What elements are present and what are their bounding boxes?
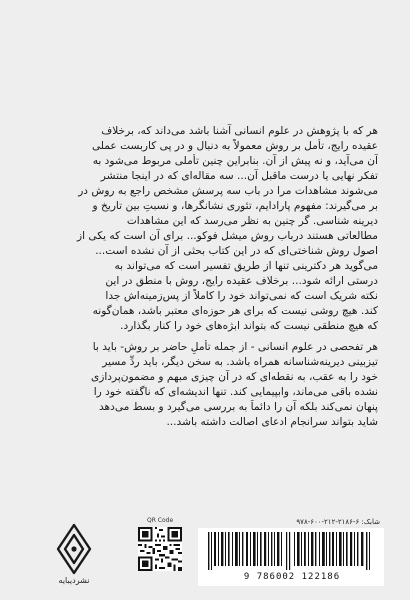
text-line: مطالعاتی هستند درباب روش میشل فوکو... برای آن است که یکی از [76,230,378,242]
text-line: هر تفحصی در علوم انسانی - از جمله تأملِ حاضر بر روش- باید با [92,341,378,353]
text-line: پنهان نمی‌کند بلکه آن را دائماً به بررسی می‌گیرد و بسط می‌دهد [98,401,378,413]
text-line: عقیده رایج، تأمل بر روش معمولاً به دنبال و در پی کاربست عملی [91,140,378,152]
barcode-bars [206,532,376,570]
barcode [198,528,384,586]
publisher-logo-icon [44,519,104,581]
text-line: نشده باقی می‌ماند، وابپیمایی کند. تنها اندیشه‌ای که ناگفته خود را [93,386,378,398]
blurb-paragraph-1 [32,124,378,334]
text-line: می‌شوند مشاهدات مرا در باب سه پرسش مشخص راجع به روش در [78,185,378,197]
text-line: تفکر نهایی یا درست ماقبل آن... سه مقاله‌ای که در اینجا منتشر [100,170,378,182]
text-line: درستی ارائه شود... برخلاف عقیده رایج، روش با منطق در این [105,275,378,287]
text-line: می‌گوید هر دکترینی تنها از طریق تفسیر است که می‌تواند به [114,260,378,272]
text-line: آن می‌آید، و نه پیش از آن. بنابراین چنین تأملی مربوط می‌شود به [92,155,378,167]
text-line: بر می‌گیرند: مفهوم پارادایم، تئوری نشانگرها، و نسبتِ بین تاریخ و [92,200,378,212]
qr-code [138,527,182,571]
text-line: تیزبینی دیرینه‌شناسانه همراه باشد. به سخن دیگر، باید ردِّ مسیر [102,356,378,368]
blurb-text [32,124,378,430]
isbn-text: شابک: ۶-۲۱۸۶-۲۱۲-۶۰۰-۹۷۸ [296,518,380,526]
text-line: خود را به عقب، به نقطه‌ای که در آن چیزی مبهم و مضمون‌پردازی [90,371,378,383]
text-line: که هیچ منطقی نیست که بتواند ابژه‌های خود را کنار بگذارد. [120,320,378,332]
qr-code-label: QR Code [147,517,174,524]
text-line: هر که با پژوهش در علوم انسانی آشنا باشد می‌داند که، برخلاف [101,125,378,137]
blurb-paragraph-2 [32,340,378,430]
text-line: اصول روش شناختی‌ای که در این کتاب بحثی از آن نشده است... [95,245,378,257]
text-line: نکته شریک است که نمی‌تواند خود را کاملاً از پس‌زمینه‌اش جدا [105,290,378,302]
publisher-name: نشردیبایه [58,576,90,585]
text-line: کند. هیچ روشی نیست که برای هر حوزه‌ای معتبر باشد، همان‌گونه [92,305,378,317]
barcode-number: 9 786002 122186 [243,572,341,582]
text-line: شاید بتواند سرانجام ادعای اصالت داشته باشد... [166,416,378,428]
text-line: دیرینه شناسی. گر چنین به نظر می‌رسد که این مشاهدات [126,215,378,227]
